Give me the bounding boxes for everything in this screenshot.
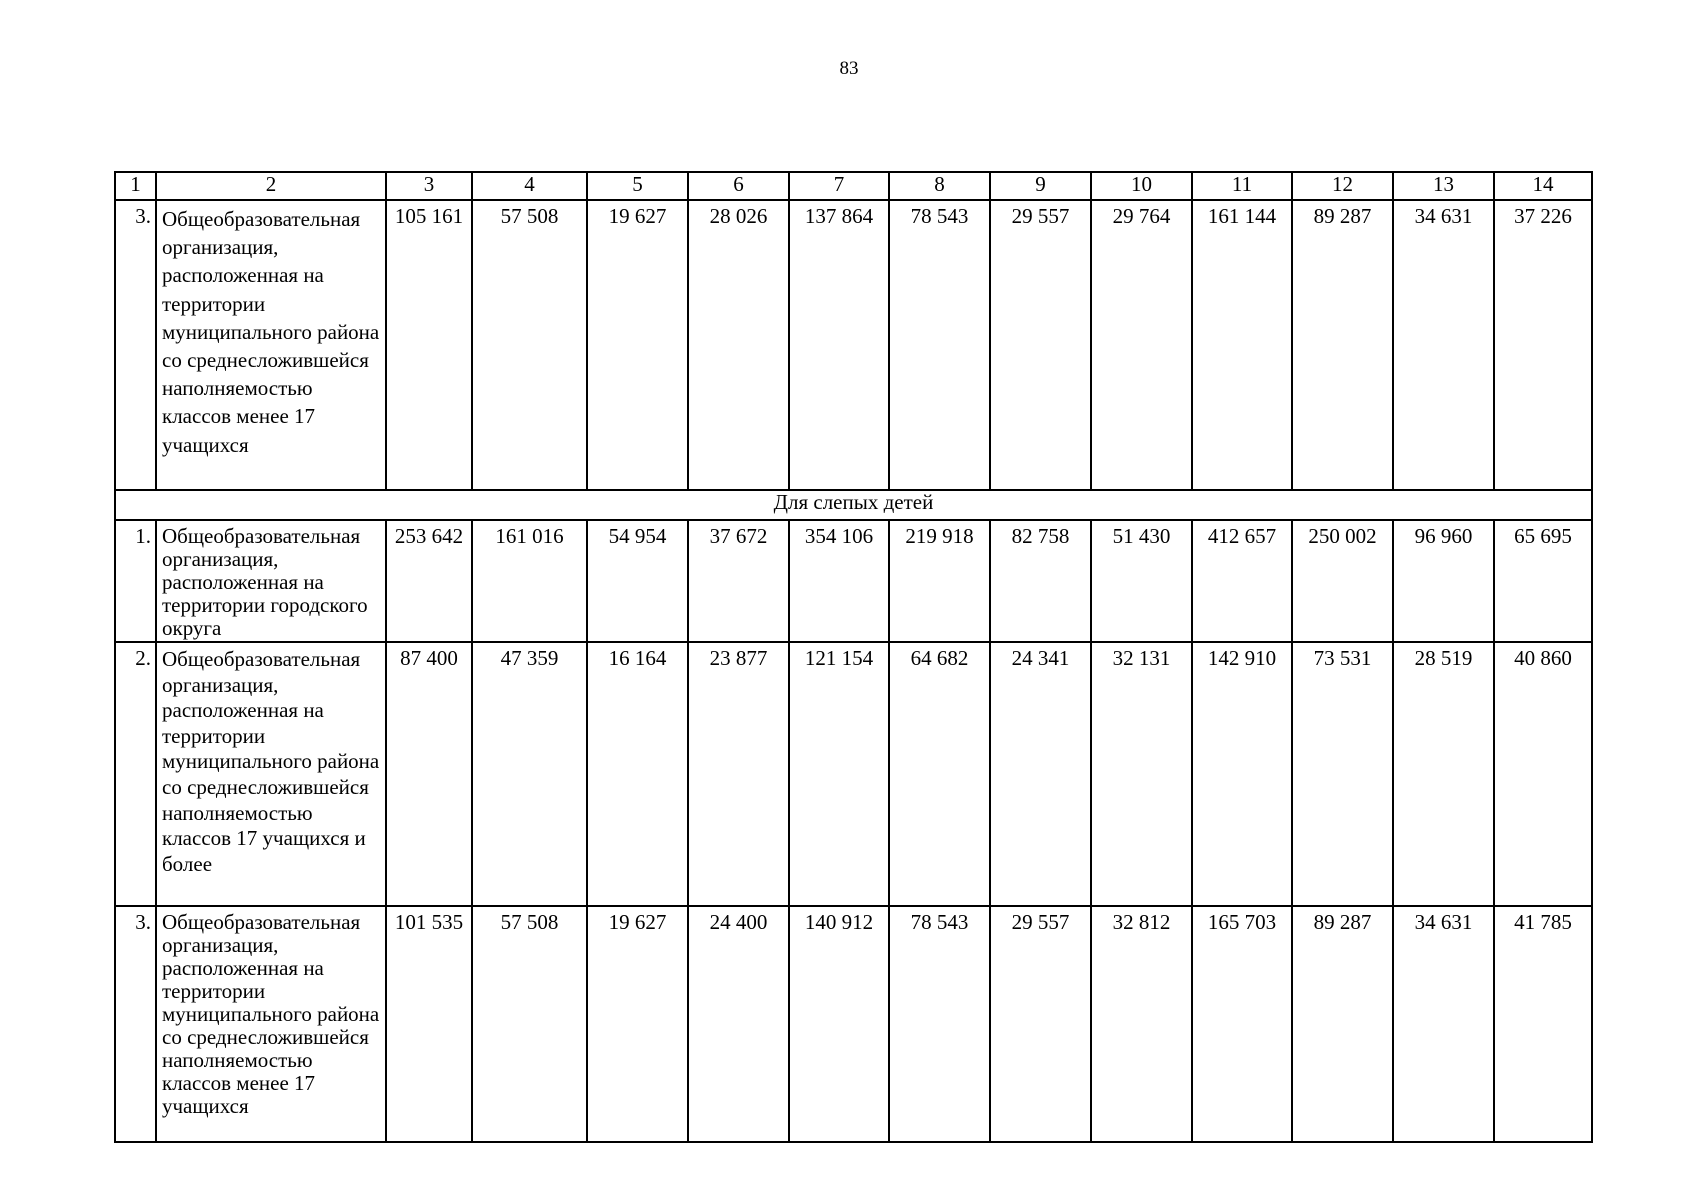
table-cell: 54 954 <box>587 520 688 642</box>
section-header-row <box>115 490 1592 520</box>
row-name: Общеобразовательная организация, расположенная на территории муниципального района со среднесложившейся наполняемостью классов 17 учащихся и более <box>156 642 386 906</box>
row-number: 2. <box>115 642 156 906</box>
page-number: 83 <box>839 58 859 79</box>
table-cell: 29 557 <box>990 906 1091 1142</box>
column-header: 4 <box>472 172 587 200</box>
table-cell: 89 287 <box>1292 906 1393 1142</box>
table-cell: 34 631 <box>1393 906 1494 1142</box>
column-header: 9 <box>990 172 1091 200</box>
table-cell: 354 106 <box>789 520 889 642</box>
table-cell: 37 226 <box>1494 200 1592 490</box>
table-row <box>115 520 1592 642</box>
table-cell: 51 430 <box>1091 520 1192 642</box>
table-cell: 87 400 <box>386 642 472 906</box>
table-cell: 34 631 <box>1393 200 1494 490</box>
table-cell: 78 543 <box>889 200 990 490</box>
table-cell: 89 287 <box>1292 200 1393 490</box>
row-name: Общеобразовательная организация, расположенная на территории муниципального района со среднесложившейся наполняемостью классов менее 17 учащихся <box>156 200 386 490</box>
table-cell: 24 341 <box>990 642 1091 906</box>
column-header: 2 <box>156 172 386 200</box>
column-header: 7 <box>789 172 889 200</box>
table-cell: 101 535 <box>386 906 472 1142</box>
table-cell: 250 002 <box>1292 520 1393 642</box>
column-header: 5 <box>587 172 688 200</box>
column-header: 12 <box>1292 172 1393 200</box>
column-header: 1 <box>115 172 156 200</box>
column-header: 6 <box>688 172 789 200</box>
table-cell: 37 672 <box>688 520 789 642</box>
table-cell: 82 758 <box>990 520 1091 642</box>
table-cell: 57 508 <box>472 200 587 490</box>
table-cell: 16 164 <box>587 642 688 906</box>
table-cell: 96 960 <box>1393 520 1494 642</box>
column-header-row <box>115 172 1592 200</box>
table-cell: 57 508 <box>472 906 587 1142</box>
table-cell: 24 400 <box>688 906 789 1142</box>
table-cell: 32 812 <box>1091 906 1192 1142</box>
table-cell: 78 543 <box>889 906 990 1142</box>
table-cell: 219 918 <box>889 520 990 642</box>
table-cell: 19 627 <box>587 906 688 1142</box>
table-cell: 161 016 <box>472 520 587 642</box>
section-title: Для слепых детей <box>115 490 1592 520</box>
table-row <box>115 642 1592 906</box>
data-table <box>114 171 1593 1143</box>
column-header: 8 <box>889 172 990 200</box>
table-cell: 65 695 <box>1494 520 1592 642</box>
table-row <box>115 906 1592 1142</box>
table-cell: 28 026 <box>688 200 789 490</box>
row-number: 3. <box>115 200 156 490</box>
table-cell: 253 642 <box>386 520 472 642</box>
table-cell: 121 154 <box>789 642 889 906</box>
table-cell: 412 657 <box>1192 520 1292 642</box>
table-cell: 73 531 <box>1292 642 1393 906</box>
table-cell: 64 682 <box>889 642 990 906</box>
table-cell: 29 557 <box>990 200 1091 490</box>
row-number: 1. <box>115 520 156 642</box>
table-cell: 40 860 <box>1494 642 1592 906</box>
table-cell: 105 161 <box>386 200 472 490</box>
table-cell: 137 864 <box>789 200 889 490</box>
table-row <box>115 200 1592 490</box>
table-cell: 23 877 <box>688 642 789 906</box>
table-cell: 161 144 <box>1192 200 1292 490</box>
column-header: 11 <box>1192 172 1292 200</box>
row-name: Общеобразовательная организация, расположенная на территории городского округа <box>156 520 386 642</box>
column-header: 14 <box>1494 172 1592 200</box>
table-cell: 142 910 <box>1192 642 1292 906</box>
table-cell: 29 764 <box>1091 200 1192 490</box>
table-cell: 32 131 <box>1091 642 1192 906</box>
row-number: 3. <box>115 906 156 1142</box>
table-cell: 41 785 <box>1494 906 1592 1142</box>
table-cell: 47 359 <box>472 642 587 906</box>
row-name: Общеобразовательная организация, расположенная на территории муниципального района со среднесложившейся наполняемостью классов менее 17 учащихся <box>156 906 386 1142</box>
column-header: 10 <box>1091 172 1192 200</box>
column-header: 3 <box>386 172 472 200</box>
table-cell: 28 519 <box>1393 642 1494 906</box>
table-cell: 165 703 <box>1192 906 1292 1142</box>
column-header: 13 <box>1393 172 1494 200</box>
table-cell: 19 627 <box>587 200 688 490</box>
table-cell: 140 912 <box>789 906 889 1142</box>
